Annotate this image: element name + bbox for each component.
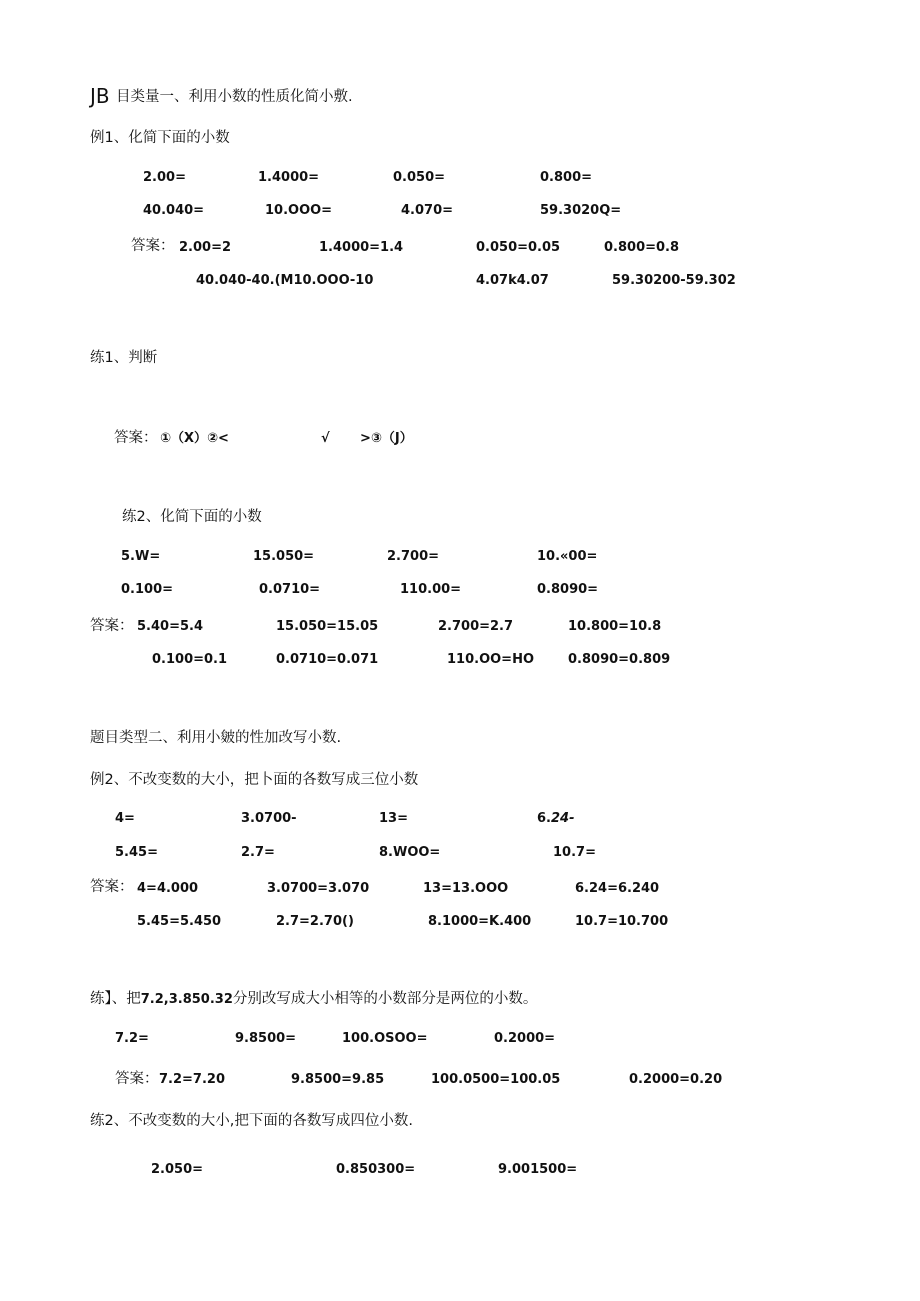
example2-answer: 10.7=10.700 (575, 914, 669, 929)
practice2-item: 2.700= (387, 549, 440, 564)
practice2-answer-label: 答案： (90, 618, 134, 634)
example1-answer-label: 答案： (131, 238, 175, 254)
practice3-answer-label: 答案： (115, 1071, 159, 1087)
example1-item: 0.800= (540, 170, 593, 185)
practice3-item: 100.OSOO= (342, 1031, 428, 1046)
example2-item: 5.45= (115, 845, 158, 860)
practice2-answer: 110.OO=HO (447, 652, 535, 667)
practice2-item: 0.8090= (537, 582, 599, 597)
example2-item: 10.7= (553, 845, 596, 860)
practice4-item: 2.050= (151, 1162, 204, 1177)
practice2-item: 0.100= (121, 582, 174, 597)
example2-answer: 2.7=2.70() (276, 914, 354, 929)
example1-answer: 40.040-40.(M10.OOO-10 (196, 273, 374, 288)
practice2-answer: 0.8090=0.809 (568, 652, 671, 667)
section1-heading-prefix: JB (90, 84, 110, 108)
practice1-answer: ①（X）②< (160, 431, 229, 446)
practice4-item: 0.850300= (336, 1162, 416, 1177)
practice3-item: 7.2= (115, 1031, 149, 1046)
practice1-title: 练1、判断 (90, 350, 158, 366)
practice3-answer: 100.0500=100.05 (431, 1072, 561, 1087)
practice2-answer: 2.700=2.7 (438, 619, 514, 634)
practice3-item: 0.2000= (494, 1031, 556, 1046)
example2-answer: 13=13.OOO (423, 881, 509, 896)
example1-answer: 4.07k4.07 (476, 273, 549, 288)
practice2-item: 5.W= (121, 549, 161, 564)
practice2-item: 110.00= (400, 582, 462, 597)
example2-answer: 4=4.000 (137, 881, 199, 896)
example2-item: 3.0700- (241, 811, 297, 826)
example1-item: 4.070= (401, 203, 454, 218)
example1-answer: 0.800=0.8 (604, 240, 680, 255)
example1-item: 59.3020Q= (540, 203, 622, 218)
practice3-title (90, 992, 537, 1007)
example1-answer: 0.050=0.05 (476, 240, 561, 255)
example1-item: 0.050= (393, 170, 446, 185)
practice3-title-numbers: 7.2,3.850.32 (140, 992, 233, 1007)
example1-item: 1.4000= (258, 170, 320, 185)
practice1-answer-check: √ (321, 431, 330, 446)
example2-item: 4= (115, 811, 135, 826)
example2-item: 8.WOO= (379, 845, 441, 860)
practice1-answer: >③（J） (360, 431, 413, 446)
practice2-answer: 10.800=10.8 (568, 619, 662, 634)
example2-title: 例2、不改变数的大小，把卜面的各数写成三位小数 (90, 772, 419, 788)
practice1-answer-label: 答案： (114, 430, 158, 446)
example2-item-part: 6. (537, 811, 551, 826)
example1-title: 例1、化简下面的小数 (90, 130, 230, 146)
example2-item-part: 24- (550, 811, 575, 826)
practice3-title-part: 练】、把 (90, 991, 141, 1007)
practice3-answer: 9.8500=9.85 (291, 1072, 385, 1087)
practice2-answer: 15.050=15.05 (276, 619, 379, 634)
example2-answer: 5.45=5.450 (137, 914, 222, 929)
practice4-title: 练2、不改变数的大小,把下面的各数写成四位小数. (90, 1113, 413, 1129)
example1-item: 10.OOO= (265, 203, 333, 218)
practice2-item: 15.050= (253, 549, 315, 564)
practice2-item: 10.«00= (537, 549, 598, 564)
example1-item: 2.00= (143, 170, 186, 185)
section1-heading: 目类量一、利用小数的性质化简小敷. (116, 89, 353, 105)
practice2-title: 练2、化简下面的小数 (122, 509, 262, 525)
example2-answer: 3.0700=3.070 (267, 881, 370, 896)
practice3-answer: 7.2=7.20 (159, 1072, 225, 1087)
practice2-item: 0.0710= (259, 582, 321, 597)
practice2-answer: 0.100=0.1 (152, 652, 228, 667)
example2-answer: 6.24=6.240 (575, 881, 660, 896)
practice3-item: 9.8500= (235, 1031, 297, 1046)
practice2-answer: 0.0710=0.071 (276, 652, 379, 667)
practice4-item: 9.001500= (498, 1162, 578, 1177)
example1-answer: 59.30200-59.302 (612, 273, 736, 288)
example1-item: 40.040= (143, 203, 205, 218)
example2-item (537, 812, 574, 825)
example2-item: 13= (379, 811, 408, 826)
practice3-answer: 0.2000=0.20 (629, 1072, 723, 1087)
example2-answer-label: 答案： (90, 879, 134, 895)
practice2-answer: 5.40=5.4 (137, 619, 203, 634)
example1-answer: 1.4000=1.4 (319, 240, 404, 255)
example1-answer: 2.00=2 (179, 240, 232, 255)
example2-answer: 8.1000=K.400 (428, 914, 532, 929)
practice3-title-part: 分别改写成大小相等的小数部分是两位的小数。 (232, 991, 538, 1007)
section2-heading: 题目类型二、利用小皴的性加改写小数. (90, 730, 342, 746)
example2-item: 2.7= (241, 845, 275, 860)
